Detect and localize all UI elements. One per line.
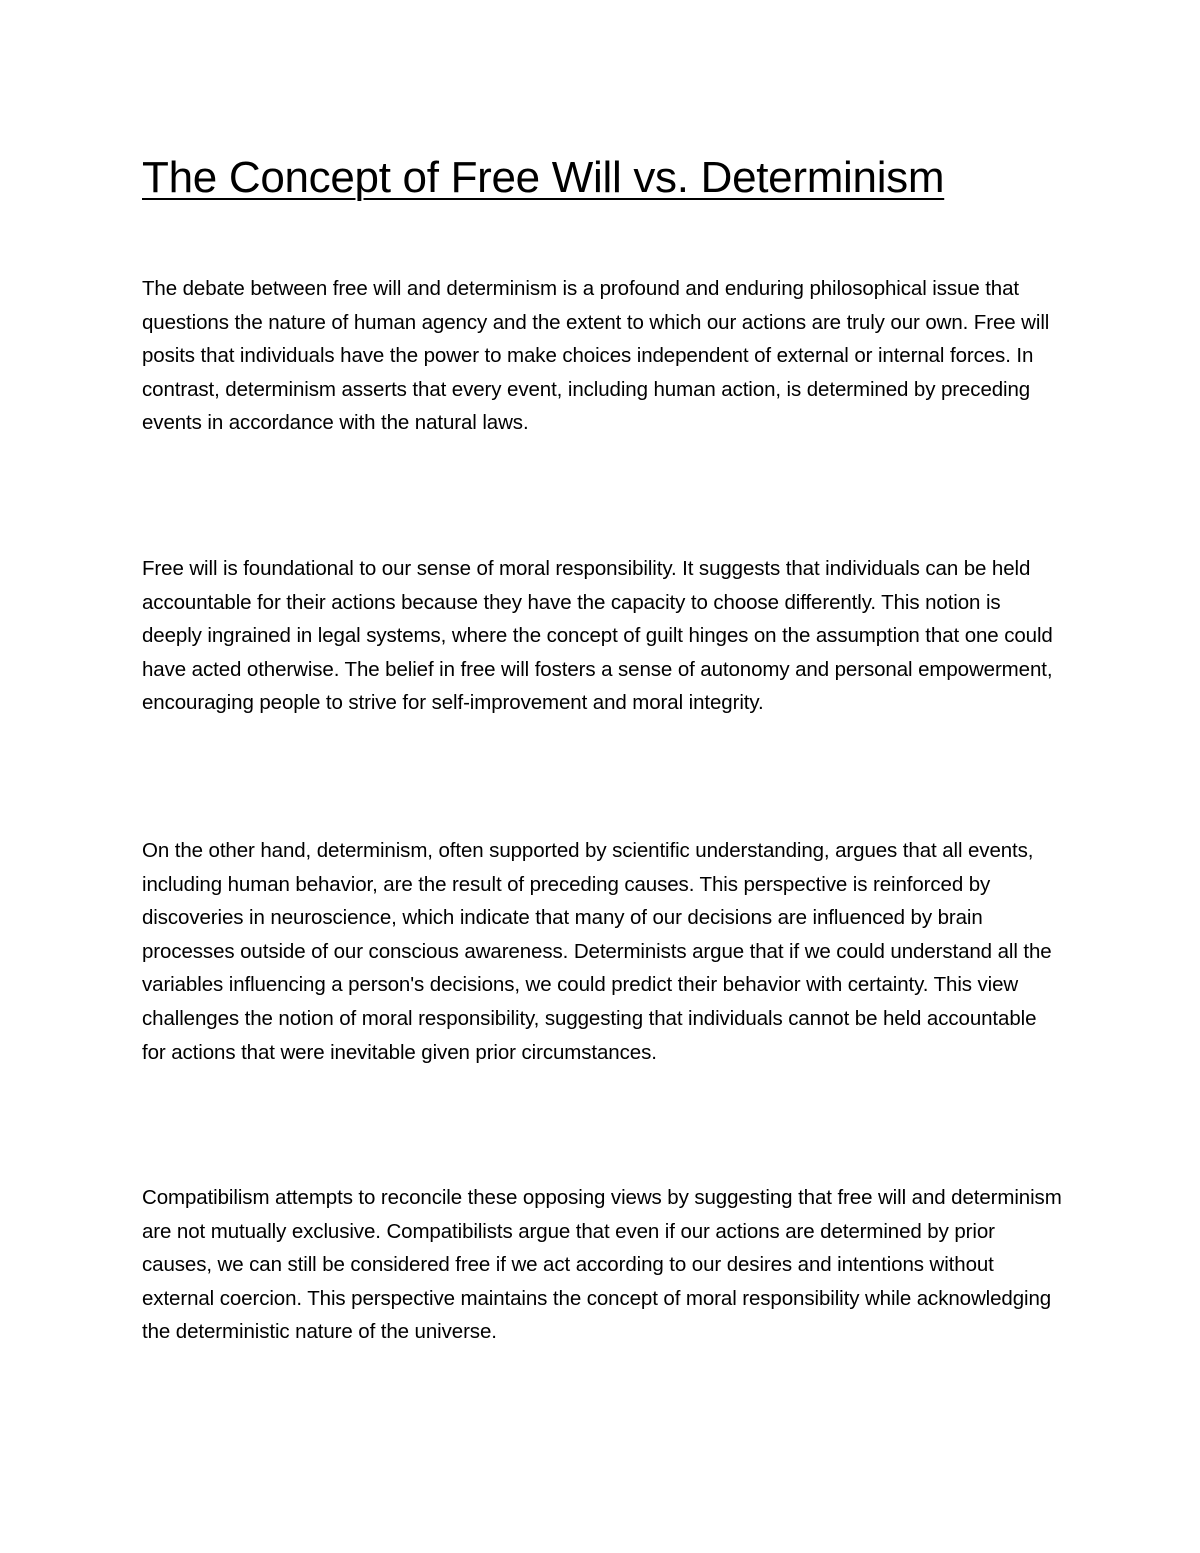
paragraph-intro: The debate between free will and determinism is a profound and enduring philosophical issue that questions the nature of human agency and the extent to which our actions are truly our own. Free will posits that individuals have the power to make choices independent of external or internal forces. In contrast, determinism asserts that every event, including human action, is determined by preceding events in accordance with the natural laws. [142, 277, 1050, 435]
paragraph-compatibilism: Compatibilism attempts to reconcile these opposing views by suggesting that free will and determinism are not mutually exclusive. Compatibilists argue that even if our actions are determined by prior causes, we can still be considered free if we act according to our desires and intentions without external coercion. This perspective maintains the concept of moral responsibility while acknowledging the deterministic nature of the universe. [142, 1186, 1062, 1344]
document-title: The Concept of Free Will vs. Determinism [142, 153, 945, 202]
paragraph-free-will: Free will is foundational to our sense of moral responsibility. It suggests that individuals can be held accountable for their actions because they have the capacity to choose differently. This notion is deeply ingrained in legal systems, where the concept of guilt hinges on the assumption that one could have acted otherwise. The belief in free will fosters a sense of autonomy and personal empowerment, encouraging people to strive for self-improvement and moral integrity. [142, 557, 1053, 715]
paragraph-determinism: On the other hand, determinism, often supported by scientific understanding, argues that all events, including human behavior, are the result of preceding causes. This perspective is reinforced by discoveries in neuroscience, which indicate that many of our decisions are influenced by brain processes outside of our conscious awareness. Determinists argue that if we could understand all the variables influencing a person's decisions, we could predict their behavior with certainty. This view challenges the notion of moral responsibility, suggesting that individuals cannot be held accountable for actions that were inevitable given prior circumstances. [142, 839, 1052, 1064]
